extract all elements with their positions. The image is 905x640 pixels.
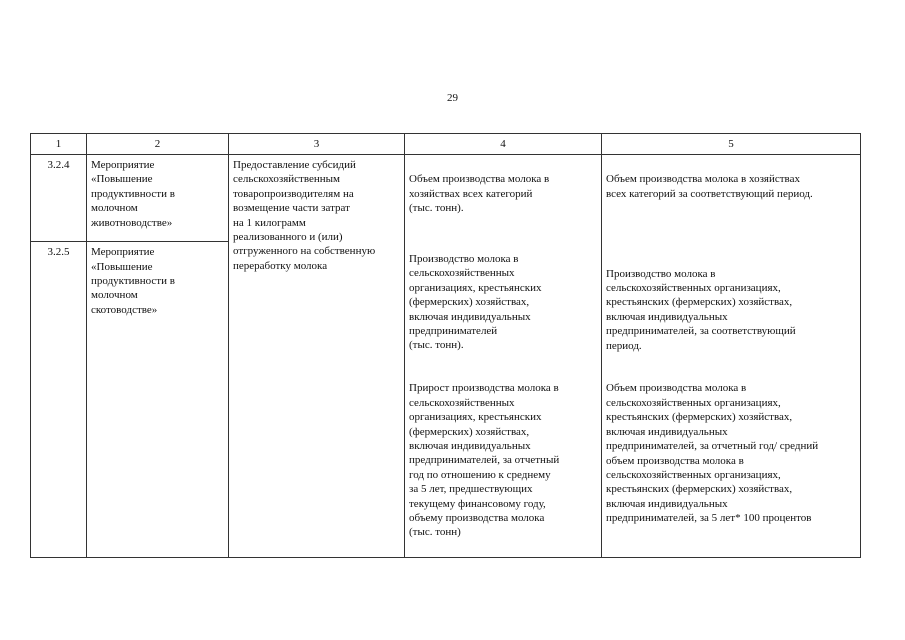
column-header: 4 (405, 134, 602, 155)
method-text: Объем производства молока в хозяйствах всех категорий за соответствующий период. (606, 173, 813, 200)
indicator-text: Объем производства молока в хозяйствах всех категорий (тыс. тонн). (409, 173, 550, 215)
measure-description: Предоставление субсидий сельскохозяйственным товаропроизводителям на возмещение части затрат на 1 килограмм реализованного и (или) отгруженного на собственную переработку молока (229, 155, 405, 558)
column-header: 1 (31, 134, 87, 155)
indicator-text: Производство молока в сельскохозяйственных организациях, крестьянских (фермерских) хозяйствах, включая индивидуальных предпринимателей (тыс. тонн). (409, 253, 542, 352)
column-header: 3 (229, 134, 405, 155)
table-header-row (31, 134, 861, 155)
indicators-table (30, 133, 861, 558)
table-row (31, 155, 861, 242)
method-text: Объем производства молока в сельскохозяйственных организациях, крестьянских (фермерских) хозяйствах, включая индивидуальных предпринимателей, за отчетный год/ средний объем производства молока в сельскохозяйственных организациях, крестьянских (фермерских) хозяйствах, включая индивидуальных предпринимателей, за 5 лет* 100 процентов (606, 382, 819, 525)
row-number: 3.2.4 (31, 155, 87, 242)
event-name: Мероприятие «Повышение продуктивности в молочном скотоводстве» (87, 242, 229, 558)
method-text: Производство молока в сельскохозяйственных организациях, крестьянских (фермерских) хозяйствах, включая индивидуальных предпринимателей, за соответствующий период. (606, 267, 796, 352)
column-header: 5 (602, 134, 861, 155)
column-header: 2 (87, 134, 229, 155)
page-number: 29 (447, 92, 458, 104)
methods-cell (602, 155, 861, 558)
indicator-text: Прирост производства молока в сельскохозяйственных организациях, крестьянских (фермерских) хозяйствах, включая индивидуальных предпринимателей, за отчетный год по отношению к среднему за 5 лет, предшествующих текущему финансовому году, объему производства молока (тыс. тонн) (409, 382, 560, 539)
indicators-cell (405, 155, 602, 558)
event-name: Мероприятие «Повышение продуктивности в молочном животноводстве» (87, 155, 229, 242)
row-number: 3.2.5 (31, 242, 87, 558)
